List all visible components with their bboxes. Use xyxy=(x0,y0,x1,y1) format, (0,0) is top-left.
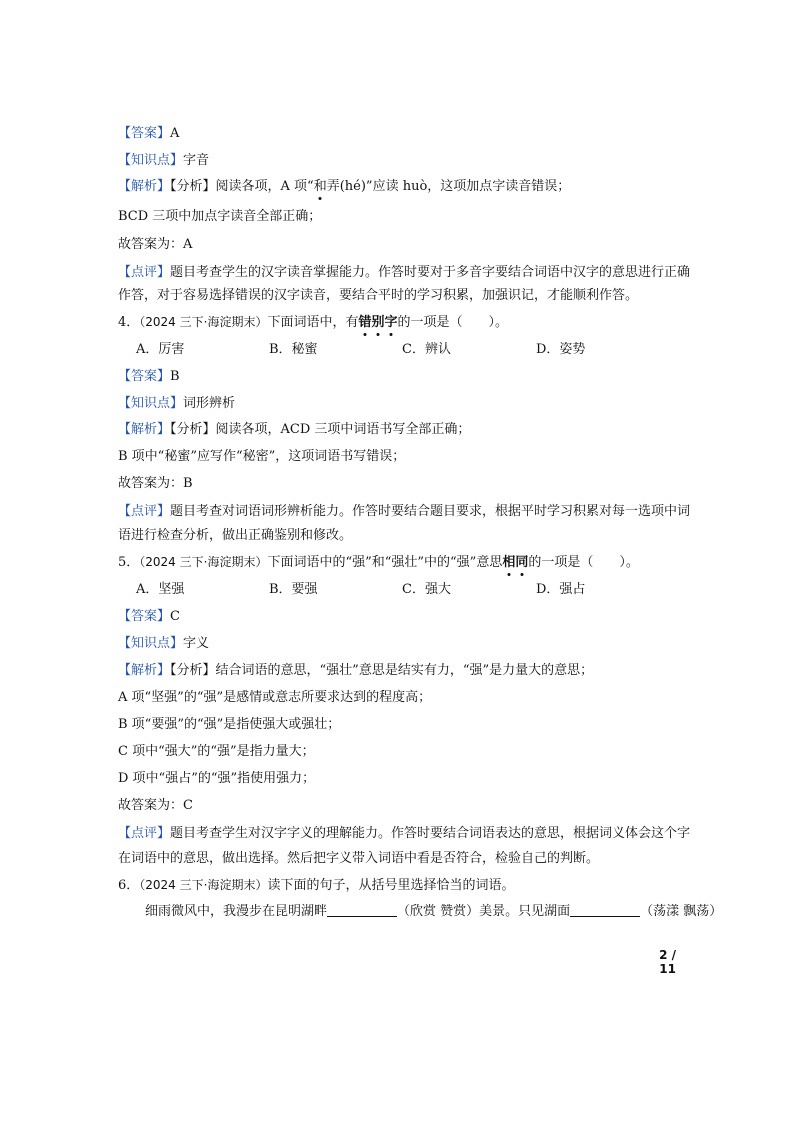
analysis-sub-tag: 【分析】 xyxy=(170,422,216,437)
q4-conclusion: 故答案为：B xyxy=(118,476,193,491)
q5-analysis-line5: D 项中“强占”的“强”指使用强力； xyxy=(118,771,316,786)
q4-analysis-line2: B 项中“秘蜜”应写作“秘密”，这项词语书写错误； xyxy=(118,449,406,464)
choice-text: （荡漾 飘荡） xyxy=(640,904,723,919)
q3-analysis xyxy=(118,177,570,197)
question-number: 4． xyxy=(118,315,140,330)
emphasis-char: 别 xyxy=(371,313,384,333)
answer-tag: 【答案】 xyxy=(118,609,171,624)
option-b: B．要强 xyxy=(269,582,318,597)
option-a: A．厉害 xyxy=(136,342,185,357)
analysis-text: 弄(hé)”应读 huò，这项加点字读音错误； xyxy=(326,179,571,194)
comment-text: 题目考查学生的汉字读音掌握能力。作答时要对于多音字要结合词语中汉字的意思进行正确 xyxy=(170,265,691,280)
answer-tag: 【答案】 xyxy=(118,369,171,384)
sentence-text: 美景。只见湖面 xyxy=(479,904,571,919)
knowledge-tag: 【知识点】 xyxy=(118,396,184,411)
stem-text: 下面词语中，有 xyxy=(267,315,359,330)
option-a: A．坚强 xyxy=(136,582,185,597)
knowledge-tag: 【知识点】 xyxy=(118,153,184,168)
analysis-text: 结合词语的意思，“强壮”意思是结实有力，“强”是力量大的意思； xyxy=(215,663,594,678)
comment-tag: 【点评】 xyxy=(118,826,171,841)
q6-stem xyxy=(118,875,514,896)
answer-tag: 【答案】 xyxy=(118,126,171,141)
analysis-sub-tag: 【分析】 xyxy=(170,179,216,194)
option-d: D．姿势 xyxy=(536,342,586,357)
q5-analysis-line2: A 项“坚强”的“强”是感情或意志所要求达到的程度高； xyxy=(118,690,432,705)
page-number: 2 / 11 xyxy=(659,948,676,976)
comment-text: 题目考查对词语词形辨析能力。作答时要结合题目要求，根据平时学习积累对每一选项中词 xyxy=(170,504,691,519)
q3-knowledge xyxy=(118,151,209,171)
q4-comment xyxy=(118,502,690,522)
q5-analysis-line4: C 项中“强大”的“强”是指力量大； xyxy=(118,744,315,759)
question-number: 5． xyxy=(118,555,140,570)
q4-stem xyxy=(118,312,508,333)
q4-analysis xyxy=(118,420,470,440)
choice-text: （欣赏 赞赏） xyxy=(397,904,480,919)
question-source: （2024 三下·海淀期末） xyxy=(139,315,268,329)
knowledge-value: 词形辨析 xyxy=(183,396,236,411)
q5-answer xyxy=(118,607,180,627)
option-c: C．强大 xyxy=(402,582,451,597)
question-source: （2024 三下·海淀期末） xyxy=(139,555,268,569)
answer-blank[interactable] xyxy=(570,903,640,917)
option-b: B．秘蜜 xyxy=(269,342,318,357)
q5-analysis xyxy=(118,661,593,681)
q4-knowledge xyxy=(118,394,235,414)
q6-sentence xyxy=(145,902,722,922)
emphasis-char: 相 xyxy=(502,553,515,573)
emphasis-char: 错 xyxy=(358,313,371,333)
q5-comment xyxy=(118,824,690,844)
sentence-text: 细雨微风中，我漫步在昆明湖畔 xyxy=(145,904,328,919)
q3-conclusion: 故答案为：A xyxy=(118,237,193,252)
analysis-text: 阅读各项，A 项“ xyxy=(215,179,314,194)
q3-analysis-line2: BCD 三项中加点字读音全部正确； xyxy=(118,209,322,224)
q5-conclusion: 故答案为：C xyxy=(118,798,193,813)
q5-analysis-line3: B 项“要强”的“强”是指使强大或强壮； xyxy=(118,717,341,732)
question-source: （2024 三下·海淀期末） xyxy=(139,878,268,892)
dotted-char: 和 xyxy=(314,177,327,197)
stem-text: 下面词语中的“强”和“强壮”中的“强”意思 xyxy=(267,555,503,570)
analysis-sub-tag: 【分析】 xyxy=(170,663,216,678)
answer-value: C xyxy=(170,609,180,624)
option-c: C．辨认 xyxy=(402,342,451,357)
answer-value: B xyxy=(170,369,180,384)
answer-blank[interactable] xyxy=(327,903,397,917)
q4-comment-line2: 语进行检查分析，做出正确鉴别和修改。 xyxy=(118,528,353,543)
comment-tag: 【点评】 xyxy=(118,265,171,280)
knowledge-value: 字义 xyxy=(183,636,210,651)
knowledge-value: 字音 xyxy=(183,153,210,168)
answer-value: A xyxy=(170,126,180,141)
comment-tag: 【点评】 xyxy=(118,504,171,519)
analysis-tag: 【解析】 xyxy=(118,179,171,194)
knowledge-tag: 【知识点】 xyxy=(118,636,184,651)
stem-text: 读下面的句子，从括号里选择恰当的词语。 xyxy=(267,878,515,893)
emphasis-char: 字 xyxy=(385,313,398,333)
comment-text: 题目考查学生对汉字字义的理解能力。作答时要结合词语表达的意思，根据词义体会这个字 xyxy=(170,826,691,841)
q5-comment-line2: 在词语中的意思，做出选择。然后把字义带入词语中看是否符合，检验自己的判断。 xyxy=(118,851,600,866)
analysis-text: 阅读各项，ACD 三项中词语书写全部正确； xyxy=(215,422,471,437)
option-d: D．强占 xyxy=(536,582,586,597)
q3-comment xyxy=(118,263,690,283)
analysis-tag: 【解析】 xyxy=(118,422,171,437)
q5-stem xyxy=(118,552,639,573)
stem-text: 的一项是（ ）。 xyxy=(397,315,509,330)
q4-answer xyxy=(118,367,180,387)
q3-comment-line2: 作答，对于容易选择错误的汉字读音，要结合平时的学习积累，加强识记，才能顺利作答。 xyxy=(118,288,639,303)
analysis-tag: 【解析】 xyxy=(118,663,171,678)
q3-answer xyxy=(118,124,179,144)
q5-knowledge xyxy=(118,634,209,654)
stem-text: 的一项是（ ）。 xyxy=(528,555,639,570)
question-number: 6． xyxy=(118,878,140,893)
emphasis-char: 同 xyxy=(515,553,528,573)
